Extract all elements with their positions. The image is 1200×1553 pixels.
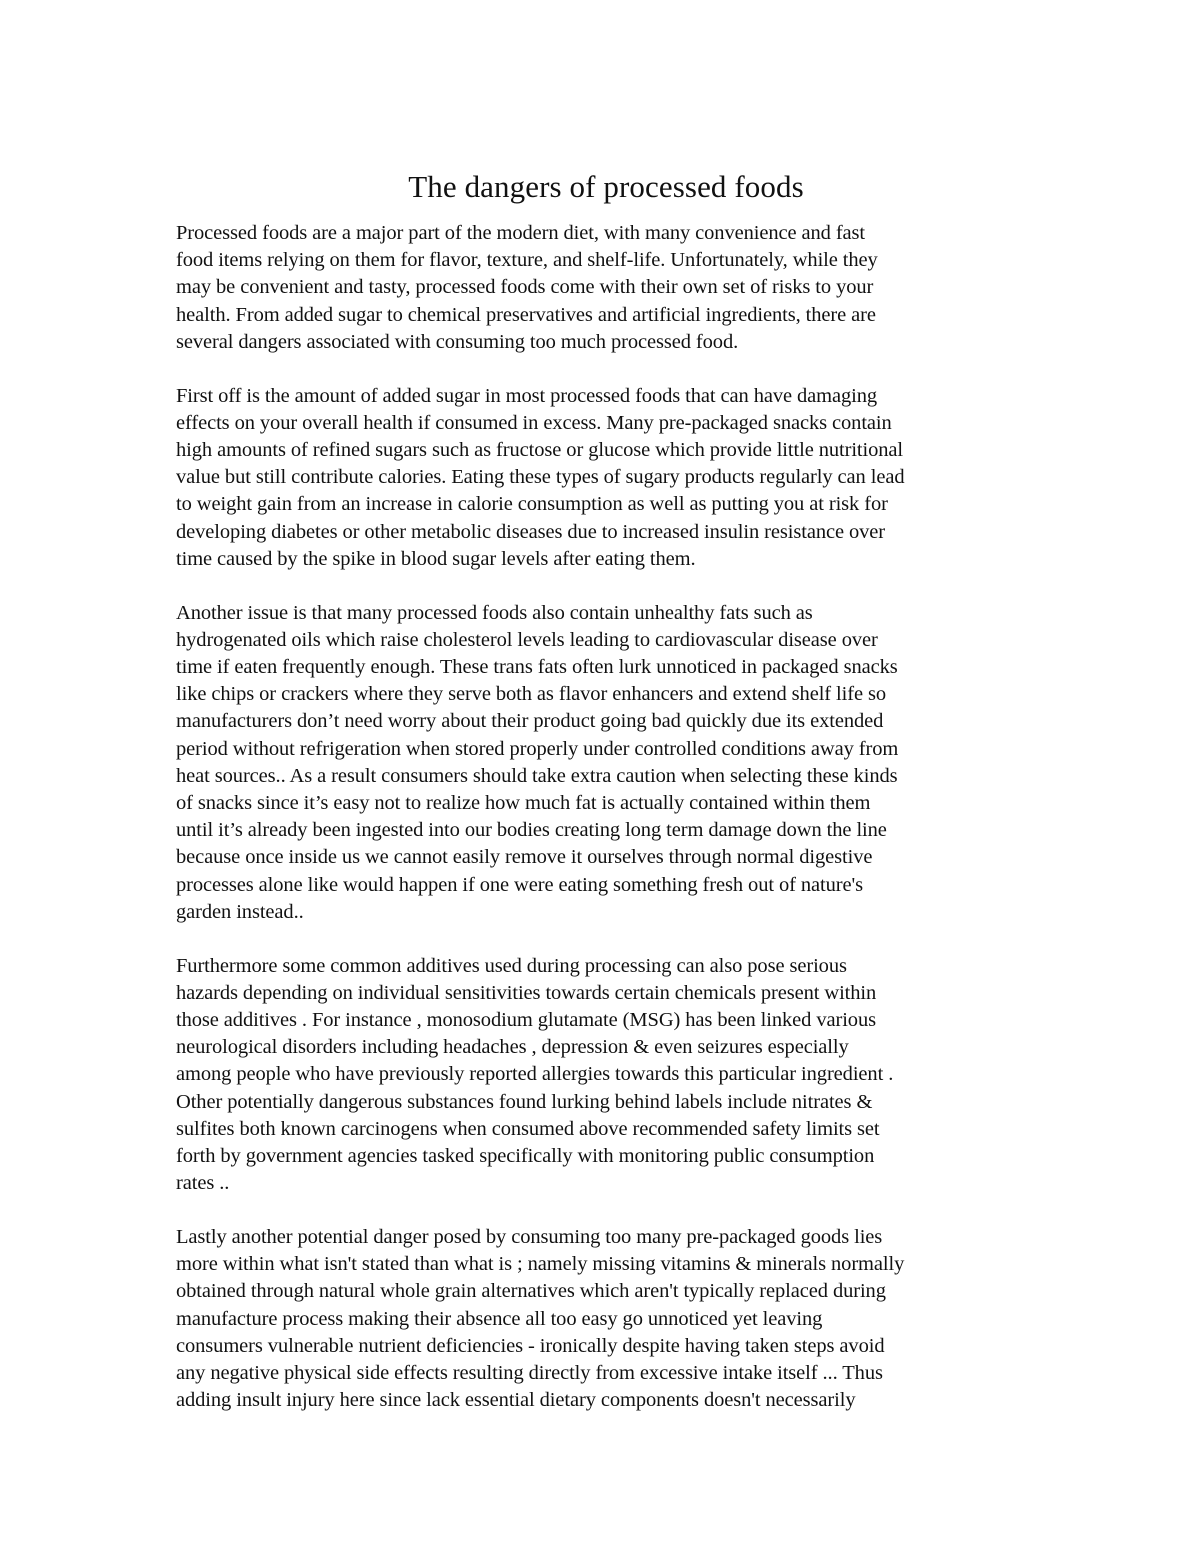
paragraph-1: [176, 220, 1036, 356]
paragraph-line: Other potentially dangerous substances found lurking behind labels include nitrates &: [176, 1090, 873, 1113]
document-title: The dangers of processed foods: [408, 169, 804, 204]
paragraph-line: because once inside us we cannot easily remove it ourselves through normal digestive: [176, 846, 873, 869]
paragraph-line: health. From added sugar to chemical preservatives and artificial ingredients, there are: [176, 303, 876, 326]
paragraph-line: garden instead..: [176, 900, 304, 923]
paragraph-line: until it’s already been ingested into our bodies creating long term damage down the line: [176, 819, 887, 842]
paragraph-line: Processed foods are a major part of the modern diet, with many convenience and fast: [176, 222, 866, 244]
paragraph-line: any negative physical side effects resulting directly from excessive intake itself ... Thus: [176, 1362, 883, 1385]
paragraph-line: effects on your overall health if consumed in excess. Many pre-packaged snacks contain: [176, 411, 892, 434]
paragraph-5: [176, 1224, 1036, 1414]
paragraph-line: time caused by the spike in blood sugar levels after eating them.: [176, 547, 696, 570]
paragraph-line: among people who have previously reported allergies towards this particular ingredient .: [176, 1063, 894, 1086]
paragraph-line: high amounts of refined sugars such as fructose or glucose which provide little nutritional: [176, 439, 904, 462]
paragraph-2: [176, 383, 1036, 573]
paragraph-3: [176, 600, 1036, 926]
paragraph-line: several dangers associated with consuming too much processed food.: [176, 330, 739, 353]
paragraph-line: consumers vulnerable nutrient deficiencies - ironically despite having taken steps avoid: [176, 1334, 885, 1357]
paragraph-line: forth by government agencies tasked specifically with monitoring public consumption: [176, 1145, 875, 1168]
paragraph-line: Another issue is that many processed foods also contain unhealthy fats such as: [176, 601, 813, 624]
paragraph-line: heat sources.. As a result consumers should take extra caution when selecting these kinds: [176, 764, 898, 787]
document-body: [176, 166, 1036, 1415]
paragraph-line: period without refrigeration when stored properly under controlled conditions away from: [176, 737, 899, 760]
paragraph-line: adding insult injury here since lack essential dietary components doesn't necessarily: [176, 1389, 856, 1412]
paragraph-line: manufacturers don’t need worry about their product going bad quickly due its extended: [176, 710, 884, 733]
paragraph-line: sulfites both known carcinogens when consumed above recommended safety limits set: [176, 1117, 880, 1140]
paragraph-line: developing diabetes or other metabolic diseases due to increased insulin resistance over: [176, 520, 886, 543]
paragraph-line: like chips or crackers where they serve both as flavor enhancers and extend shelf life so: [176, 683, 887, 706]
paragraph-line: to weight gain from an increase in calorie consumption as well as putting you at risk for: [176, 493, 888, 516]
paragraph-line: hydrogenated oils which raise cholesterol levels leading to cardiovascular disease over: [176, 628, 878, 651]
paragraph-list: [176, 220, 1036, 1415]
paragraph-4: [176, 953, 1036, 1198]
paragraph-line: Lastly another potential danger posed by consuming too many pre-packaged goods lies: [176, 1226, 883, 1249]
paragraph-line: may be convenient and tasty, processed foods come with their own set of risks to your: [176, 276, 874, 299]
paragraph-line: rates ..: [176, 1172, 230, 1195]
paragraph-line: value but still contribute calories. Eating these types of sugary products regularly can lead: [176, 466, 905, 489]
paragraph-line: neurological disorders including headaches , depression & even seizures especially: [176, 1036, 849, 1059]
paragraph-line: more within what isn't stated than what is ; namely missing vitamins & minerals normally: [176, 1253, 905, 1276]
paragraph-line: Furthermore some common additives used during processing can also pose serious: [176, 954, 847, 977]
paragraph-line: food items relying on them for flavor, texture, and shelf-life. Unfortunately, while they: [176, 249, 878, 272]
paragraph-line: those additives . For instance , monosodium glutamate (MSG) has been linked various: [176, 1009, 876, 1032]
paragraph-line: obtained through natural whole grain alternatives which aren't typically replaced during: [176, 1280, 886, 1303]
paragraph-line: hazards depending on individual sensitivities towards certain chemicals present within: [176, 981, 877, 1004]
paragraph-line: of snacks since it’s easy not to realize how much fat is actually contained within them: [176, 792, 871, 815]
paragraph-line: time if eaten frequently enough. These trans fats often lurk unnoticed in packaged snacks: [176, 656, 898, 679]
paragraph-line: First off is the amount of added sugar in most processed foods that can have damaging: [176, 384, 878, 407]
paragraph-line: processes alone like would happen if one were eating something fresh out of nature's: [176, 873, 863, 896]
paragraph-line: manufacture process making their absence all too easy go unnoticed yet leaving: [176, 1307, 823, 1330]
